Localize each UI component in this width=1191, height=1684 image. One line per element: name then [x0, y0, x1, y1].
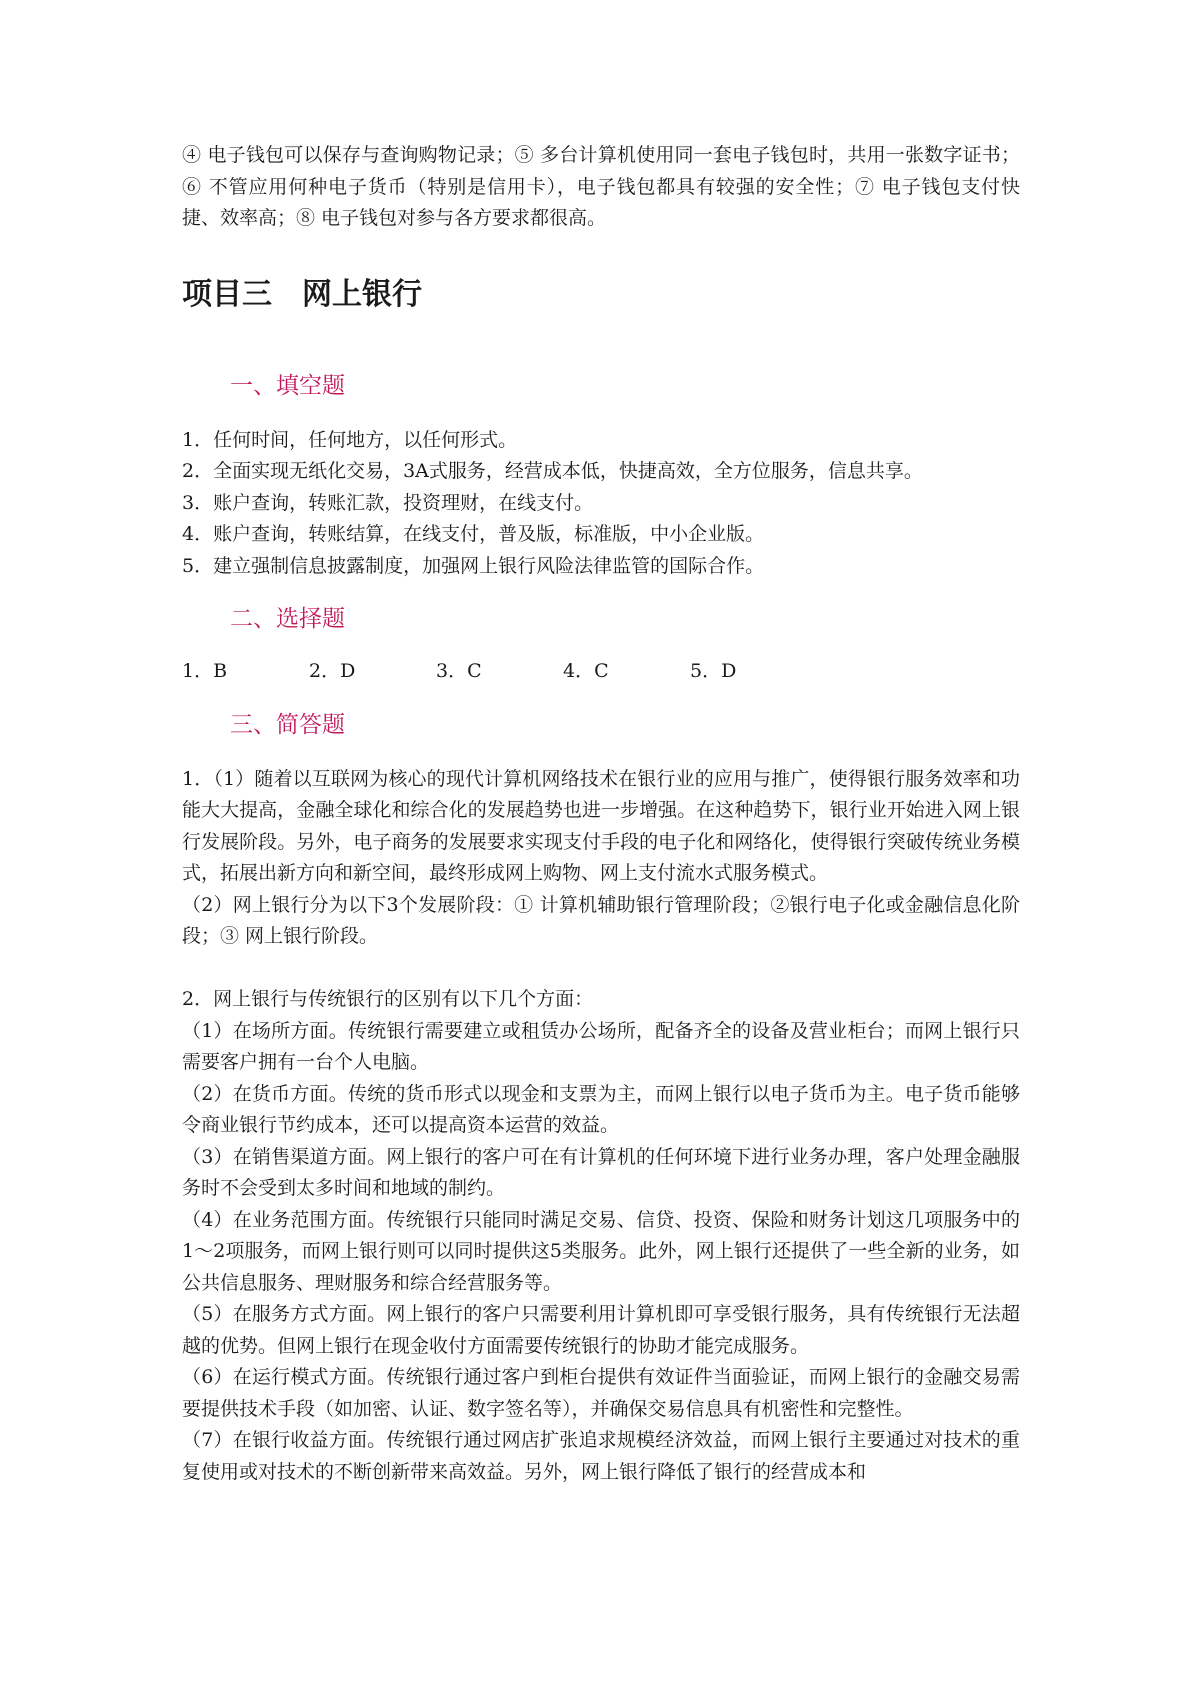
answer-item: 2．D: [309, 660, 356, 682]
fill-blank-heading: 一、填空题: [230, 372, 345, 399]
answer-paragraph: （2）网上银行分为以下3个发展阶段：① 计算机辅助银行管理阶段；②银行电子化或金融信息化阶段；③ 网上银行阶段。: [182, 893, 1020, 947]
answer-item: 5．D: [690, 660, 737, 682]
paragraph-gap: [182, 953, 1020, 985]
list-item: 3．账户查询，转账汇款，投资理财，在线支付。: [182, 491, 594, 514]
list-item: 1．任何时间，任何地方，以任何形式。: [182, 428, 518, 451]
answer-paragraph: 2．网上银行与传统银行的区别有以下几个方面：: [182, 988, 594, 1010]
short-answer-q1: [182, 764, 1020, 953]
intro-paragraph: ④ 电子钱包可以保存与查询购物记录；⑤ 多台计算机使用同一套电子钱包时，共用一张数字证书；⑥ 不管应用何种电子货币（特别是信用卡），电子钱包都具有较强的安全性；⑦ 电子钱包支付快捷、效率高；⑧ 电子钱包对参与各方要求都很高。: [182, 144, 1020, 229]
list-item: 2．全面实现无纸化交易，3A式服务，经营成本低，快捷高效，全方位服务，信息共享。: [182, 460, 923, 482]
answer-paragraph: （6）在运行模式方面。传统银行通过客户到柜台提供有效证件当面验证，而网上银行的金融交易需要提供技术手段（如加密、认证、数字签名等），并确保交易信息具有机密性和完整性。: [182, 1366, 1020, 1420]
answer-paragraph: （3）在销售渠道方面。网上银行的客户可在有计算机的任何环境下进行业务办理，客户处理金融服务时不会受到太多时间和地域的制约。: [182, 1145, 1020, 1199]
answer-paragraph: 1．（1）随着以互联网为核心的现代计算机网络技术在银行业的应用与推广，使得银行服务效率和功能大大提高，金融全球化和综合化的发展趋势也进一步增强。在这种趋势下，银行业开始进入网上银行发展阶段。另外，电子商务的发展要求实现支付手段的电子化和网络化，使得银行突破传统业务模式，拓展出新方向和新空间，最终形成网上购物、网上支付流水式服务模式。: [182, 767, 1020, 884]
answer-paragraph: （5）在服务方式方面。网上银行的客户只需要利用计算机即可享受银行服务，具有传统银行无法超越的优势。但网上银行在现金收付方面需要传统银行的协助才能完成服务。: [182, 1303, 1020, 1357]
multiple-choice-answers: [182, 656, 1020, 688]
answer-item: 1．B: [182, 660, 228, 682]
answer-item: 3．C: [436, 660, 482, 682]
short-answer-q2: [182, 984, 1020, 1488]
answer-paragraph: （7）在银行收益方面。传统银行通过网店扩张追求规模经济效益，而网上银行主要通过对技术的重复使用或对技术的不断创新带来高效益。另外，网上银行降低了银行的经营成本和: [182, 1429, 1020, 1483]
answer-paragraph: （4）在业务范围方面。传统银行只能同时满足交易、信贷、投资、保险和财务计划这几项服务中的1～2项服务，而网上银行则可以同时提供这5类服务。此外，网上银行还提供了一些全新的业务，如公共信息服务、理财服务和综合经营服务等。: [182, 1208, 1020, 1294]
list-item: 5．建立强制信息披露制度，加强网上银行风险法律监管的国际合作。: [182, 554, 765, 577]
answer-paragraph: （1）在场所方面。传统银行需要建立或租赁办公场所，配备齐全的设备及营业柜台；而网上银行只需要客户拥有一台个人电脑。: [182, 1019, 1020, 1073]
project-title: 项目三 网上银行: [182, 276, 422, 312]
list-item: 4．账户查询，转账结算，在线支付，普及版，标准版，中小企业版。: [182, 523, 765, 545]
fill-blank-list: [182, 425, 1020, 583]
document-page: [182, 140, 1020, 1488]
answer-paragraph: （2）在货币方面。传统的货币形式以现金和支票为主，而网上银行以电子货币为主。电子货币能够令商业银行节约成本，还可以提高资本运营的效益。: [182, 1082, 1020, 1136]
short-answer-heading: 三、简答题: [230, 711, 345, 738]
answer-item: 4．C: [563, 660, 609, 682]
multiple-choice-heading: 二、选择题: [230, 606, 345, 632]
